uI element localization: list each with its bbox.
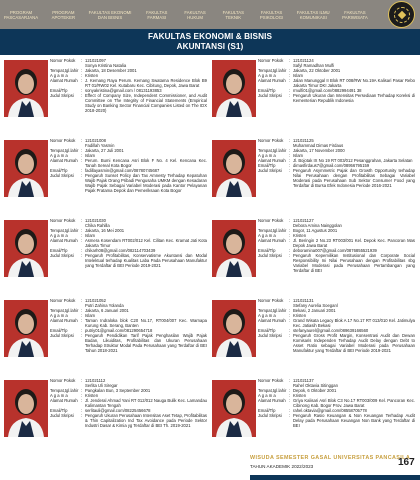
field-separator: : <box>289 413 291 418</box>
field-value-student-number: 121021052 <box>85 298 106 303</box>
field-label: Email/Tlp <box>258 328 276 333</box>
field-separator: : <box>289 58 291 63</box>
footer-title: WISUDA SEMESTER GASAL UNIVERSITAS PANCASILA <box>250 455 411 461</box>
detail-row-home-address <box>258 238 415 248</box>
nav-item-label: FAKULTAS <box>222 9 244 15</box>
field-value-thesis-title: Pengaruh Pendidikan Tarif Pajak Penghasilan Wajib Pajak Badan, Likuiditas, Profitabilitas dan Ukuran Perusahaan Terhadap Struktur Modal Pada Perusahaan yang Terdaftar di BEI Tahun 2018-2021 <box>85 333 207 353</box>
field-value-birth-place-date: Jakarta, 22 Oktober 2001 <box>293 68 341 73</box>
field-separator: : <box>289 233 291 238</box>
seal-star-icon <box>397 10 405 18</box>
field-separator: : <box>289 138 291 143</box>
field-label: Alamat Rumah <box>50 78 78 83</box>
field-value-student-name: Chika Rahilla <box>85 223 110 228</box>
field-label: Alamat Rumah <box>258 318 286 323</box>
detail-row-thesis-title <box>50 93 207 113</box>
field-value-student-name: Debora Amina Nainggolan <box>293 223 342 228</box>
field-value-thesis-title: Pengaruh Ukuran dan Intensitas Persediaan Terhadap Koreksi di Kementerian Republik Indonesia <box>293 93 415 103</box>
field-value-email-phone: putriy01@gmail.com/081290654718 <box>85 328 153 333</box>
field-value-thesis-title: Pengaruh Asymmetric Pajak dan Growth Opportunity terhadap Nilai Perusahaan dengan Profitabilitas Sebagai Variabel Moderasi pada Perusahaan Sub Sektor Consumer Food yang Terdaftar di Bursa Efek Indonesia Periode 2016-2021 <box>293 168 415 188</box>
nav-item-ekonomi-bisnis[interactable] <box>87 4 134 26</box>
field-label: Judul Skripsi <box>50 413 74 418</box>
field-separator: : <box>81 93 83 98</box>
field-label: Tempat,tgl.lahir <box>258 388 287 393</box>
nav-item-label: FARMASI <box>147 15 167 20</box>
field-label: Email/Tlp <box>50 248 68 253</box>
field-label: Judul Skripsi <box>50 173 74 178</box>
graduate-photo <box>212 140 256 197</box>
detail-row-home-address <box>258 318 415 328</box>
field-label: Email/Tlp <box>50 408 68 413</box>
field-value-religion: Kristen <box>85 73 99 78</box>
field-value-religion: Islam <box>85 153 96 158</box>
field-value-email-phone: rmulfi01@gmail.com/0882994491 38 <box>293 88 362 93</box>
field-label: Nomor Pokok <box>258 378 284 383</box>
field-separator: : <box>289 318 291 323</box>
field-separator: : <box>289 158 291 163</box>
field-separator: : <box>289 378 291 383</box>
field-label: Nomor Pokok <box>50 218 76 223</box>
field-label: Alamat Rumah <box>258 78 286 83</box>
field-value-thesis-title: Pengaruh Profitabilitas, Konservatisme Akuntansi dan Modal Intelektual terhadap Kualitas Laba Pada Perusahaan Manufaktur yang Terdaftar di BEI Periode 2019-2021 <box>85 253 207 268</box>
field-label: Tempat,tgl.lahir <box>50 228 79 233</box>
field-label: A g a m a <box>50 313 68 318</box>
field-label: Alamat Rumah <box>258 238 286 243</box>
field-value-thesis-title: Effect of Company Size, Independent Commissioner, and Audit Committee on The Integrity of Financial Statements (Empirical Study on Banking Sector Financial Companies Listed on The IDX 2018-2020) <box>85 93 207 113</box>
nav-item-label: PROGRAM <box>9 9 33 15</box>
graduate-photo <box>212 220 256 277</box>
field-value-student-name: Sonya Kristina Natalia <box>85 63 127 68</box>
field-value-home-address: Taman Indraloka blok C20 No.17, RT004/007 Kec. Warnapa Kurung Kab. Serang, Banten <box>85 318 207 328</box>
field-value-email-phone: stefanyaurel@gmail.com/089639166560 <box>293 328 369 333</box>
field-value-thesis-title: Pengaruh Rasio Keuangan & Non Keuangan Terhadap Audit Delay pada Perusahaan Keuangan Non Bank yang Terdaftar di BEI <box>293 413 415 428</box>
field-separator: : <box>81 58 83 63</box>
field-label: Alamat Rumah <box>50 398 78 403</box>
field-value-religion: Kristen <box>293 313 307 318</box>
field-separator: : <box>289 388 291 393</box>
field-value-student-number: 121021127 <box>293 218 314 223</box>
field-value-thesis-title: Pengaruh Gross Profit Margin, Konsentrasi Audit dan Dewan Komisaris Independen Terhadap Audit Delay dengan Debt to Asset Ratio sebagai Variabel Moderasi pada Perusahaan Manufaktur yang Terdaftar di BEI Periode 2019-2021 <box>293 333 415 353</box>
graduate-photo <box>4 140 48 197</box>
field-value-student-number: 121021131 <box>293 298 314 303</box>
field-separator: : <box>289 308 291 313</box>
graduate-photo <box>4 220 48 277</box>
field-label: A g a m a <box>258 393 276 398</box>
field-label: Alamat Rumah <box>258 158 286 163</box>
graduate-photo <box>212 380 256 437</box>
program-title: AKUNTANSI (S1) <box>176 42 244 51</box>
field-label: A g a m a <box>258 73 276 78</box>
field-value-home-address: Jl. Beringin 2 No.23 RT003/001 Kel. Depok Kec. Pancoran Mas Depok Jawa Barat <box>293 238 415 248</box>
field-label: A g a m a <box>258 313 276 318</box>
nav-item-label: PSIKOLOGI <box>259 15 284 20</box>
field-value-student-number: 121021137 <box>293 378 314 383</box>
field-label: Judul Skripsi <box>258 93 282 98</box>
field-label: Email/Tlp <box>258 408 276 413</box>
field-separator: : <box>289 148 291 153</box>
nav-item-label: PARIWISATA <box>342 15 368 20</box>
nav-item-label: FAKULTAS <box>184 9 206 15</box>
graduate-photo <box>212 60 256 117</box>
field-label: Tempat,tgl.lahir <box>258 228 287 233</box>
field-label: Judul Skripsi <box>50 93 74 98</box>
detail-row-home-address <box>50 398 207 408</box>
field-label: Tempat,tgl.lahir <box>258 68 287 73</box>
nav-item-label: PASCASARJANA <box>4 15 39 20</box>
field-label: Judul Skripsi <box>258 168 282 173</box>
field-label: Email/Tlp <box>50 88 68 93</box>
field-separator: : <box>81 308 83 313</box>
graduate-details <box>258 58 415 103</box>
nav-item-farmasi[interactable] <box>142 4 172 26</box>
field-separator: : <box>289 153 291 158</box>
field-label: Tempat,tgl.lahir <box>50 388 79 393</box>
nav-item-label: FAKULTAS <box>344 9 366 15</box>
nav-item-label: FAKULTAS <box>146 9 168 15</box>
graduate-details <box>50 218 207 268</box>
field-value-email-phone: serlitauli@gmail.com/08225456678 <box>85 408 151 413</box>
field-value-home-address: Asmera Kosendam RT002/012 Kel. Cilitan Kec. Kramat Jati Kota Jakarta Timur <box>85 238 207 248</box>
detail-row-home-address <box>50 78 207 88</box>
field-separator: : <box>289 228 291 233</box>
field-separator: : <box>289 248 291 253</box>
field-value-thesis-title: Pengaruh Kepemilikan Institusional dan Corporate Social Responsibility Ini Nilai Perusahaan dengan Profitabilitas sbg Variabel Moderasi pada Perusahaan Pertambangan yang Terdaftar di BEI <box>293 253 415 273</box>
field-value-student-name: Rahel Oktavia Sitinggan <box>293 383 338 388</box>
field-value-email-phone: sonyakristina@gmail.com / 08131193853 <box>85 88 162 93</box>
field-separator: : <box>81 173 83 178</box>
detail-row-home-address <box>50 318 207 328</box>
field-value-email-phone: deboramina007@gmail.com/0876855521939 <box>293 248 377 253</box>
field-label: Nomor Pokok <box>50 378 76 383</box>
field-value-student-name: Safyl Ramadhan Mulfi <box>293 63 334 68</box>
nav-item-pascasarjana[interactable] <box>2 4 40 26</box>
field-value-birth-place-date: Bogor, 11 Agustus 2001 <box>293 228 338 233</box>
field-separator: : <box>81 233 83 238</box>
field-value-email-phone: rahel.oktavia@gmail.com/08558705778 <box>293 408 367 413</box>
field-separator: : <box>289 398 291 403</box>
field-label: Nomor Pokok <box>50 298 76 303</box>
field-value-home-address: Jalan Manunggal II Blok RT 008/RW No.19A Kalisari Pasar Rebo Jakarta Timur DKI Jakarta <box>293 78 415 88</box>
field-label: A g a m a <box>258 233 276 238</box>
field-value-student-number: 121021125 <box>293 138 314 143</box>
field-separator: : <box>289 328 291 333</box>
field-separator: : <box>81 393 83 398</box>
detail-row-thesis-title <box>258 93 415 103</box>
field-separator: : <box>289 313 291 318</box>
field-value-student-name: Muhammad Dimas Firdaus <box>293 143 344 148</box>
field-separator: : <box>81 138 83 143</box>
nav-item-label: APOTEKER <box>51 15 76 20</box>
field-separator: : <box>289 73 291 78</box>
field-separator: : <box>289 78 291 83</box>
detail-row-home-address <box>258 78 415 88</box>
field-value-religion: Kristen <box>293 393 307 398</box>
graduate-photo <box>212 300 256 357</box>
detail-row-thesis-title <box>50 253 207 268</box>
field-value-birth-place-date: Jakarta, 27 Juli 2001 <box>85 148 124 153</box>
field-separator: : <box>289 238 291 243</box>
detail-row-thesis-title <box>50 173 207 193</box>
field-separator: : <box>81 73 83 78</box>
field-value-birth-place-date: Depok, 6 Oktober 2001 <box>293 388 337 393</box>
field-label: Judul Skripsi <box>258 333 282 338</box>
graduate-details <box>258 378 415 428</box>
field-value-student-name: Stefany Aurelia Soeganl <box>293 303 338 308</box>
field-value-religion: Kristen <box>293 233 307 238</box>
field-separator: : <box>81 238 83 243</box>
field-value-student-name: Putri Zahina Yolanda <box>85 303 124 308</box>
field-label: Tempat,tgl.lahir <box>50 308 79 313</box>
field-value-student-name: Serlita Uli Siregar <box>85 383 118 388</box>
field-value-student-name: Fadillah Yasmin <box>85 143 115 148</box>
field-label: Alamat Rumah <box>50 158 78 163</box>
field-label: Email/Tlp <box>258 163 276 168</box>
field-separator: : <box>81 158 83 163</box>
field-value-religion: Islam <box>293 153 304 158</box>
faculty-heading <box>0 29 420 55</box>
footer-subtitle: TAHUN AKADEMIK 2022/2023 <box>250 464 314 469</box>
field-label: Nomor Pokok <box>258 298 284 303</box>
nav-item-label: PROGRAM <box>52 9 75 15</box>
detail-row-thesis-title <box>50 333 207 353</box>
field-separator: : <box>81 248 83 253</box>
field-label: Tempat,tgl.lahir <box>50 68 79 73</box>
field-value-birth-place-date: Jakarta, 17 November 2000 <box>293 148 345 153</box>
field-separator: : <box>81 318 83 323</box>
field-separator: : <box>81 298 83 303</box>
field-separator: : <box>81 388 83 393</box>
nav-item-apoteker[interactable] <box>48 4 78 26</box>
field-separator: : <box>81 253 83 258</box>
field-label: Alamat Rumah <box>50 318 78 323</box>
graduate-photo <box>4 380 48 437</box>
field-value-student-number: 121021030 <box>85 218 106 223</box>
field-label: Tempat,tgl.lahir <box>258 308 287 313</box>
field-value-home-address: Perum. Bumi Kencana Asri Blok F No. 4 Kel. Kencana Kec. Tanah Sereal Kota Bogor <box>85 158 207 168</box>
nav-item-label: KOMUNIKASI <box>299 15 327 20</box>
field-value-email-phone: fadillayasmin@gmail.com/08780745687 <box>85 168 160 173</box>
nav-item-teknik[interactable] <box>218 4 248 26</box>
faculty-title: FAKULTAS EKONOMI & BISNIS <box>147 32 273 41</box>
field-label: A g a m a <box>50 153 68 158</box>
nav-item-label: HUKUM <box>187 15 203 20</box>
field-label: Nomor Pokok <box>258 138 284 143</box>
field-value-religion: Islam <box>85 313 96 318</box>
field-label: Nomor Pokok <box>258 58 284 63</box>
graduate-details <box>258 218 415 273</box>
field-separator: : <box>81 153 83 158</box>
field-label: Judul Skripsi <box>258 253 282 258</box>
nav-item-label: FAKULTAS ILMU <box>296 9 330 15</box>
field-separator: : <box>81 228 83 233</box>
field-label: Email/Tlp <box>258 248 276 253</box>
field-separator: : <box>81 408 83 413</box>
field-label: Email/Tlp <box>258 88 276 93</box>
field-value-thesis-title: Pengaruh Sunset Policy dan Tax Amnesty Terhadap Kepatuhan Wajib Pajak Orang Pribadi Pengusaha UMKM dengan Kesadaran Wajib Pajak Sebagai Variabel Moderasi pada Kantor Pelayanan Pajak Pratama Depok dan Pemeriksaan Kota Bogor <box>85 173 207 193</box>
field-separator: : <box>81 68 83 73</box>
field-separator: : <box>289 163 291 168</box>
graduate-details <box>258 138 415 188</box>
field-value-birth-place-date: Bekasi, 2 Januari 2001 <box>293 308 336 313</box>
field-label: Tempat,tgl.lahir <box>258 148 287 153</box>
field-separator: : <box>81 398 83 403</box>
field-separator: : <box>81 218 83 223</box>
field-value-religion: Islam <box>293 73 304 78</box>
graduate-details <box>50 58 207 113</box>
page-number: 167 <box>398 457 415 468</box>
field-separator: : <box>81 313 83 318</box>
field-separator: : <box>81 413 83 418</box>
field-separator: : <box>81 168 83 173</box>
university-seal-icon <box>388 1 415 28</box>
field-separator: : <box>289 298 291 303</box>
field-separator: : <box>81 378 83 383</box>
field-value-birth-place-date: Jakarta, 6 Januari 2001 <box>85 308 129 313</box>
field-value-thesis-title: Pengaruh Ukuran Perusahaan Intensitas Aset Tetap, Profitabilitas & Thin Capitalization Ind Tax Avoidance pada Periode Sektor Industri Dasar & Kimia yg Terdaftar di BEI Th. 2019-2021 <box>85 413 207 428</box>
field-separator: : <box>289 68 291 73</box>
field-value-home-address: Griya Kalisari Asri Blok C3 No.17 RT003/009 Kel. Pancoran Kec. Cibinong Kab. Bogor Prov. Jawa Barat <box>293 398 415 408</box>
field-value-home-address: J. Kemang Raya Perum. Kemang Swatama Residence Blok B9 RT 01/RW02 Kel. Kutabaru Kec. Cibitung, Depok, Jawa Barat <box>85 78 207 88</box>
field-value-email-phone: chikarh08@gmail.com/082114703439 <box>85 248 156 253</box>
field-label: Alamat Rumah <box>50 238 78 243</box>
graduate-photo <box>4 300 48 357</box>
field-label: Alamat Rumah <box>258 398 286 403</box>
field-value-student-number: 121021097 <box>85 58 106 63</box>
field-label: Email/Tlp <box>50 328 68 333</box>
nav-item-psikologi[interactable] <box>257 4 287 26</box>
field-separator: : <box>81 148 83 153</box>
graduate-details <box>50 298 207 353</box>
detail-row-thesis-title <box>258 168 415 188</box>
field-separator: : <box>289 168 291 173</box>
top-navigation-bar <box>0 0 420 29</box>
field-value-student-number: 121021112 <box>85 378 106 383</box>
field-label: Judul Skripsi <box>258 413 282 418</box>
field-label: Nomor Pokok <box>258 218 284 223</box>
field-value-religion: Islam <box>85 233 96 238</box>
field-label: Nomor Pokok <box>50 58 76 63</box>
nav-item-label: TEKNIK <box>225 15 242 20</box>
seal-ring-icon <box>394 7 410 23</box>
nav-item-hukum[interactable] <box>180 4 210 26</box>
field-separator: : <box>81 78 83 83</box>
nav-item-label: FAKULTAS <box>260 9 283 15</box>
field-label: A g a m a <box>50 73 68 78</box>
nav-item-ilmu-komunikasi[interactable] <box>295 4 332 26</box>
detail-row-thesis-title <box>258 253 415 273</box>
field-separator: : <box>81 328 83 333</box>
field-separator: : <box>289 333 291 338</box>
field-label: Email/Tlp <box>50 168 68 173</box>
footer-stripe <box>250 475 420 480</box>
graduate-photo <box>4 60 48 117</box>
field-separator: : <box>289 253 291 258</box>
faculty-navigation <box>2 4 370 26</box>
field-label: Nomor Pokok <box>50 138 76 143</box>
detail-row-thesis-title <box>258 413 415 428</box>
detail-row-home-address <box>50 238 207 248</box>
field-value-home-address: Jl. Bojotak IX No 19 RT 003/012 Pesanggrahan, Jakarta Selatan <box>293 158 413 163</box>
field-value-birth-place-date: Pangkalan Bun, 3 September 2001 <box>85 388 151 393</box>
field-value-home-address: Jl. Jenderal Ahmad Yani RT 012/012 Nauga Bulik Kec. Lamandau Kalimantan Tengah <box>85 398 207 408</box>
field-label: Judul Skripsi <box>50 253 74 258</box>
field-separator: : <box>289 393 291 398</box>
detail-row-home-address <box>50 158 207 168</box>
detail-row-thesis-title <box>258 333 415 353</box>
field-label: Judul Skripsi <box>50 333 74 338</box>
field-value-student-number: 121021124 <box>293 58 314 63</box>
field-separator: : <box>289 93 291 98</box>
detail-row-thesis-title <box>50 413 207 428</box>
field-label: A g a m a <box>50 233 68 238</box>
field-separator: : <box>289 408 291 413</box>
field-value-home-address: Grand Wisata Legacy Blok A 17 No.17 RT 013/010 Kel. Jatimulya Kec. Jatiasih Bekasi <box>293 318 415 328</box>
field-label: Tempat,tgl.lahir <box>50 148 79 153</box>
field-separator: : <box>289 218 291 223</box>
field-value-birth-place-date: Jakarta, 18 Desember 2001 <box>85 68 137 73</box>
field-value-student-number: 121021008 <box>85 138 106 143</box>
field-separator: : <box>81 333 83 338</box>
field-separator: : <box>289 88 291 93</box>
graduate-details <box>50 138 207 193</box>
nav-item-label: FAKULTAS EKONOMI <box>88 9 132 15</box>
graduate-details <box>50 378 207 428</box>
nav-item-pariwisata[interactable] <box>340 4 370 26</box>
detail-row-home-address <box>258 398 415 408</box>
field-value-birth-place-date: Jakarta, 16 Mei 2001 <box>85 228 125 233</box>
field-label: A g a m a <box>50 393 68 398</box>
field-separator: : <box>81 88 83 93</box>
field-value-email-phone: dimasfirdaus7@gmail.com/08956795159 <box>293 163 370 168</box>
nav-item-label: DAN BISNIS <box>97 15 123 20</box>
graduate-details <box>258 298 415 353</box>
field-label: A g a m a <box>258 153 276 158</box>
field-value-religion: Kristen <box>85 393 99 398</box>
